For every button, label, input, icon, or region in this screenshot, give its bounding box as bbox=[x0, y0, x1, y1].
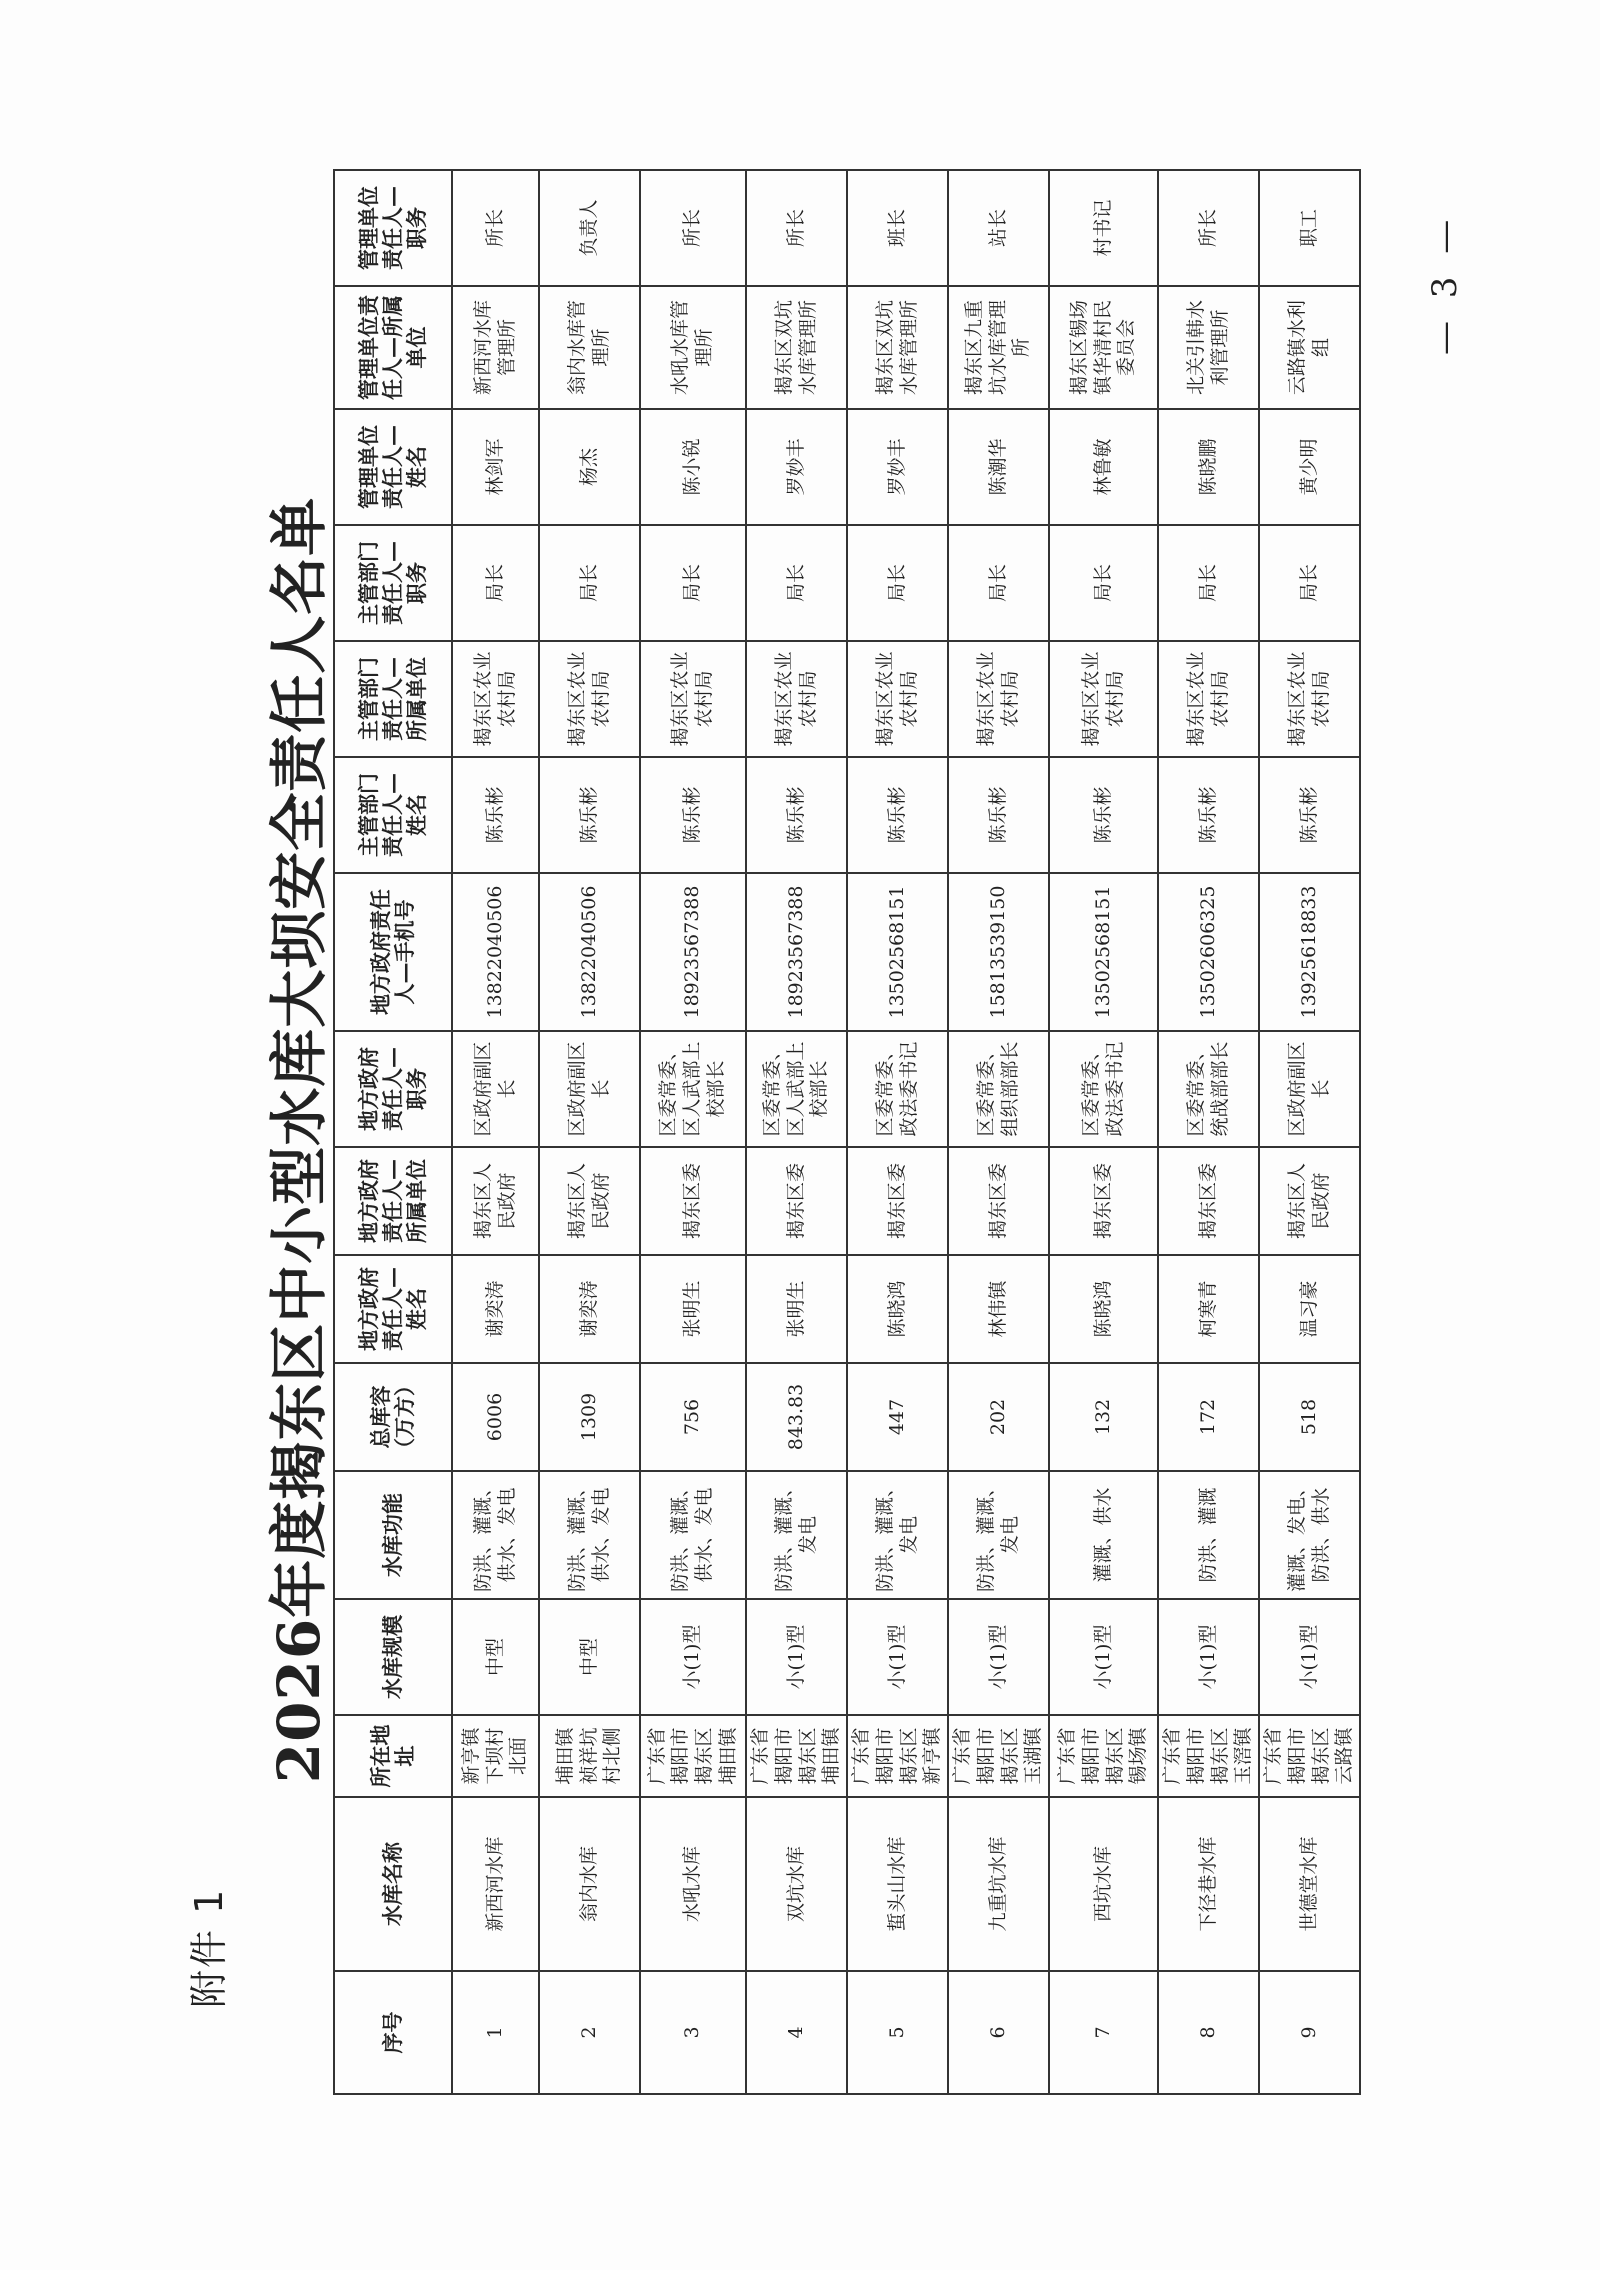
table-cell: 陈乐彬 bbox=[847, 757, 948, 873]
table-cell: 揭东区委 bbox=[746, 1147, 847, 1255]
table-cell: 陈乐彬 bbox=[746, 757, 847, 873]
table-cell: 广东省揭阳市揭东区新亨镇 bbox=[847, 1715, 948, 1797]
table-row bbox=[1259, 170, 1360, 2094]
column-header: 水库规模 bbox=[334, 1599, 452, 1715]
table-row bbox=[640, 170, 746, 2094]
table-cell: 揭东区农业农村局 bbox=[1158, 641, 1259, 757]
table-cell: 陈小锐 bbox=[640, 409, 746, 525]
column-header: 管理单位责任人—职务 bbox=[334, 170, 452, 286]
table-cell: 蜇头山水库 bbox=[847, 1797, 948, 1971]
table-cell: 18923567388 bbox=[746, 873, 847, 1031]
table-cell: 翁内水库 bbox=[539, 1797, 640, 1971]
table-cell: 陈晓鸿 bbox=[1049, 1255, 1158, 1363]
table-row bbox=[746, 170, 847, 2094]
table-cell: 广东省揭阳市揭东区玉滘镇 bbox=[1158, 1715, 1259, 1797]
table-cell: 局长 bbox=[847, 525, 948, 641]
table-cell: 局长 bbox=[746, 525, 847, 641]
table-cell: 局长 bbox=[1259, 525, 1360, 641]
table-cell: 揭东区委 bbox=[948, 1147, 1049, 1255]
table-cell: 罗妙丰 bbox=[847, 409, 948, 525]
table-cell: 水吼水库 bbox=[640, 1797, 746, 1971]
table-cell: 揭东区人民政府 bbox=[539, 1147, 640, 1255]
column-header: 序号 bbox=[334, 1971, 452, 2094]
table-cell: 中型 bbox=[452, 1599, 539, 1715]
table-cell: 广东省揭阳市揭东区玉湖镇 bbox=[948, 1715, 1049, 1797]
table-cell: 小(1)型 bbox=[1158, 1599, 1259, 1715]
table-cell: 132 bbox=[1049, 1363, 1158, 1471]
table-cell: 揭东区农业农村局 bbox=[539, 641, 640, 757]
table-cell: 防洪、灌溉、发电 bbox=[847, 1471, 948, 1599]
table-cell: 揭东区双坑水库管理所 bbox=[847, 286, 948, 409]
table-cell: 区政府副区长 bbox=[539, 1031, 640, 1147]
table-cell: 世德堂水库 bbox=[1259, 1797, 1360, 1971]
attachment-label: 附件 1 bbox=[187, 1887, 231, 2008]
table-cell: 所长 bbox=[452, 170, 539, 286]
table-cell: 揭东区锡场镇华清村民委员会 bbox=[1049, 286, 1158, 409]
table-cell: 518 bbox=[1259, 1363, 1360, 1471]
table-cell: 区政府副区长 bbox=[1259, 1031, 1360, 1147]
table-cell: 区委常委、政法委书记 bbox=[847, 1031, 948, 1147]
table-cell: 陈乐彬 bbox=[640, 757, 746, 873]
table-cell: 新西河水库 bbox=[452, 1797, 539, 1971]
table-cell: 陈乐彬 bbox=[948, 757, 1049, 873]
table-cell: 区委常委、政法委书记 bbox=[1049, 1031, 1158, 1147]
column-header: 所在地址 bbox=[334, 1715, 452, 1797]
table-cell: 杨杰 bbox=[539, 409, 640, 525]
column-header: 地方政府责任人—姓名 bbox=[334, 1255, 452, 1363]
table-cell: 罗妙丰 bbox=[746, 409, 847, 525]
table-cell: 所长 bbox=[640, 170, 746, 286]
table-cell: 区委常委、区人武部上校部长 bbox=[640, 1031, 746, 1147]
table-cell: 揭东区九重坑水库管理所 bbox=[948, 286, 1049, 409]
table-cell: 防洪、灌溉、供水、发电 bbox=[640, 1471, 746, 1599]
column-header: 水库名称 bbox=[334, 1797, 452, 1971]
table-cell: 中型 bbox=[539, 1599, 640, 1715]
table-cell: 谢奕涛 bbox=[539, 1255, 640, 1363]
table-cell: 揭东区农业农村局 bbox=[1049, 641, 1158, 757]
table-cell: 水吼水库管理所 bbox=[640, 286, 746, 409]
table-cell: 18923567388 bbox=[640, 873, 746, 1031]
column-header: 水库功能 bbox=[334, 1471, 452, 1599]
table-cell: 揭东区农业农村局 bbox=[847, 641, 948, 757]
table-cell: 班长 bbox=[847, 170, 948, 286]
table-cell: 1309 bbox=[539, 1363, 640, 1471]
table-cell: 局长 bbox=[948, 525, 1049, 641]
table-cell: 陈乐彬 bbox=[539, 757, 640, 873]
table-cell: 所长 bbox=[746, 170, 847, 286]
table-cell: 陈乐彬 bbox=[452, 757, 539, 873]
table-cell: 负责人 bbox=[539, 170, 640, 286]
column-header: 总库容（万方） bbox=[334, 1363, 452, 1471]
table-cell: 新亨镇下坝村北面 bbox=[452, 1715, 539, 1797]
table-cell: 6 bbox=[948, 1971, 1049, 2094]
table-cell: 揭东区农业农村局 bbox=[640, 641, 746, 757]
table-cell: 13502568151 bbox=[1049, 873, 1158, 1031]
table-cell: 灌溉、发电、防洪、供水 bbox=[1259, 1471, 1360, 1599]
table-cell: 13822040506 bbox=[452, 873, 539, 1031]
table-cell: 8 bbox=[1158, 1971, 1259, 2094]
table-cell: 小(1)型 bbox=[746, 1599, 847, 1715]
table-row bbox=[539, 170, 640, 2094]
table-cell: 所长 bbox=[1158, 170, 1259, 286]
reservoir-responsibility-table bbox=[333, 169, 1361, 2095]
table-cell: 灌溉、供水 bbox=[1049, 1471, 1158, 1599]
table-cell: 局长 bbox=[452, 525, 539, 641]
column-header: 管理单位责任人—所属单位 bbox=[334, 286, 452, 409]
table-row bbox=[1158, 170, 1259, 2094]
table-cell: 防洪、灌溉 bbox=[1158, 1471, 1259, 1599]
table-cell: 防洪、灌溉、供水、发电 bbox=[539, 1471, 640, 1599]
table-cell: 广东省揭阳市揭东区埔田镇 bbox=[640, 1715, 746, 1797]
table-cell: 翁内水库管理所 bbox=[539, 286, 640, 409]
table-cell: 防洪、灌溉、发电 bbox=[948, 1471, 1049, 1599]
table-header-row bbox=[334, 170, 452, 2094]
table-cell: 区委常委、组织部部长 bbox=[948, 1031, 1049, 1147]
table-row bbox=[847, 170, 948, 2094]
table-cell: 柯寒青 bbox=[1158, 1255, 1259, 1363]
table-cell: 揭东区农业农村局 bbox=[1259, 641, 1360, 757]
table-cell: 林鲁敏 bbox=[1049, 409, 1158, 525]
table-cell: 15813539150 bbox=[948, 873, 1049, 1031]
table-cell: 林伟镇 bbox=[948, 1255, 1049, 1363]
table-cell: 小(1)型 bbox=[948, 1599, 1049, 1715]
table-cell: 4 bbox=[746, 1971, 847, 2094]
table-cell: 西坑水库 bbox=[1049, 1797, 1158, 1971]
table-cell: 黄少明 bbox=[1259, 409, 1360, 525]
column-header: 地方政府责任人—手机号 bbox=[334, 873, 452, 1031]
table-cell: 13502568151 bbox=[847, 873, 948, 1031]
table-cell: 13502606325 bbox=[1158, 873, 1259, 1031]
table-cell: 小(1)型 bbox=[1049, 1599, 1158, 1715]
table-cell: 小(1)型 bbox=[640, 1599, 746, 1715]
table-cell: 张明生 bbox=[746, 1255, 847, 1363]
column-header: 主管部门责任人—职务 bbox=[334, 525, 452, 641]
table-cell: 局长 bbox=[1158, 525, 1259, 641]
table-cell: 揭东区农业农村局 bbox=[948, 641, 1049, 757]
column-header: 地方政府责任人—所属单位 bbox=[334, 1147, 452, 1255]
table-cell: 172 bbox=[1158, 1363, 1259, 1471]
table-cell: 下径巷水库 bbox=[1158, 1797, 1259, 1971]
table-cell: 谢奕涛 bbox=[452, 1255, 539, 1363]
table-cell: 447 bbox=[847, 1363, 948, 1471]
table-cell: 职工 bbox=[1259, 170, 1360, 286]
table-row bbox=[948, 170, 1049, 2094]
table-cell: 揭东区委 bbox=[1049, 1147, 1158, 1255]
table-cell: 13925618833 bbox=[1259, 873, 1360, 1031]
table-cell: 1 bbox=[452, 1971, 539, 2094]
table-cell: 843.83 bbox=[746, 1363, 847, 1471]
table-cell: 陈晓鸿 bbox=[847, 1255, 948, 1363]
table-cell: 局长 bbox=[1049, 525, 1158, 641]
table-cell: 揭东区委 bbox=[640, 1147, 746, 1255]
column-header: 地方政府责任人—职务 bbox=[334, 1031, 452, 1147]
table-cell: 揭东区委 bbox=[847, 1147, 948, 1255]
table-cell: 陈乐彬 bbox=[1049, 757, 1158, 873]
table-row bbox=[1049, 170, 1158, 2094]
table-cell: 揭东区人民政府 bbox=[452, 1147, 539, 1255]
table-cell: 林剑军 bbox=[452, 409, 539, 525]
document-title: 2026年度揭东区中小型水库大坝安全责任人名单 bbox=[265, 496, 333, 1784]
table-cell: 小(1)型 bbox=[1259, 1599, 1360, 1715]
table-cell: 揭东区农业农村局 bbox=[746, 641, 847, 757]
table-cell: 局长 bbox=[539, 525, 640, 641]
table-cell: 13822040506 bbox=[539, 873, 640, 1031]
table-cell: 张明生 bbox=[640, 1255, 746, 1363]
table-cell: 广东省揭阳市揭东区埔田镇 bbox=[746, 1715, 847, 1797]
page-number: — 3 — bbox=[1425, 213, 1465, 355]
column-header: 主管部门责任人—所属单位 bbox=[334, 641, 452, 757]
table-cell: 站长 bbox=[948, 170, 1049, 286]
table-cell: 新西河水库管理所 bbox=[452, 286, 539, 409]
table-cell: 九重坑水库 bbox=[948, 1797, 1049, 1971]
table-cell: 9 bbox=[1259, 1971, 1360, 2094]
table-cell: 756 bbox=[640, 1363, 746, 1471]
table-cell: 5 bbox=[847, 1971, 948, 2094]
table-cell: 双坑水库 bbox=[746, 1797, 847, 1971]
table-cell: 陈乐彬 bbox=[1158, 757, 1259, 873]
table-cell: 202 bbox=[948, 1363, 1049, 1471]
table-cell: 揭东区委 bbox=[1158, 1147, 1259, 1255]
table-cell: 陈晓鹏 bbox=[1158, 409, 1259, 525]
table-cell: 北关引韩水利管理所 bbox=[1158, 286, 1259, 409]
table-cell: 村书记 bbox=[1049, 170, 1158, 286]
table-cell: 7 bbox=[1049, 1971, 1158, 2094]
table-row bbox=[452, 170, 539, 2094]
table-cell: 6006 bbox=[452, 1363, 539, 1471]
table-cell: 小(1)型 bbox=[847, 1599, 948, 1715]
table-cell: 揭东区农业农村局 bbox=[452, 641, 539, 757]
table-cell: 防洪、灌溉、发电 bbox=[746, 1471, 847, 1599]
column-header: 管理单位责任人—姓名 bbox=[334, 409, 452, 525]
table-cell: 防洪、灌溉、供水、发电 bbox=[452, 1471, 539, 1599]
table-cell: 广东省揭阳市揭东区锡场镇 bbox=[1049, 1715, 1158, 1797]
table-cell: 区政府副区长 bbox=[452, 1031, 539, 1147]
table-cell: 揭东区双坑水库管理所 bbox=[746, 286, 847, 409]
table-cell: 陈乐彬 bbox=[1259, 757, 1360, 873]
table-cell: 云路镇水利组 bbox=[1259, 286, 1360, 409]
table-cell: 埔田镇祯祥坑村北侧 bbox=[539, 1715, 640, 1797]
table-cell: 温习豪 bbox=[1259, 1255, 1360, 1363]
table-cell: 广东省揭阳市揭东区云路镇 bbox=[1259, 1715, 1360, 1797]
table-cell: 陈潮华 bbox=[948, 409, 1049, 525]
table-cell: 区委常委、统战部部长 bbox=[1158, 1031, 1259, 1147]
table-cell: 区委常委、区人武部上校部长 bbox=[746, 1031, 847, 1147]
table-cell: 3 bbox=[640, 1971, 746, 2094]
table-cell: 局长 bbox=[640, 525, 746, 641]
table-cell: 2 bbox=[539, 1971, 640, 2094]
column-header: 主管部门责任人—姓名 bbox=[334, 757, 452, 873]
table-cell: 揭东区人民政府 bbox=[1259, 1147, 1360, 1255]
